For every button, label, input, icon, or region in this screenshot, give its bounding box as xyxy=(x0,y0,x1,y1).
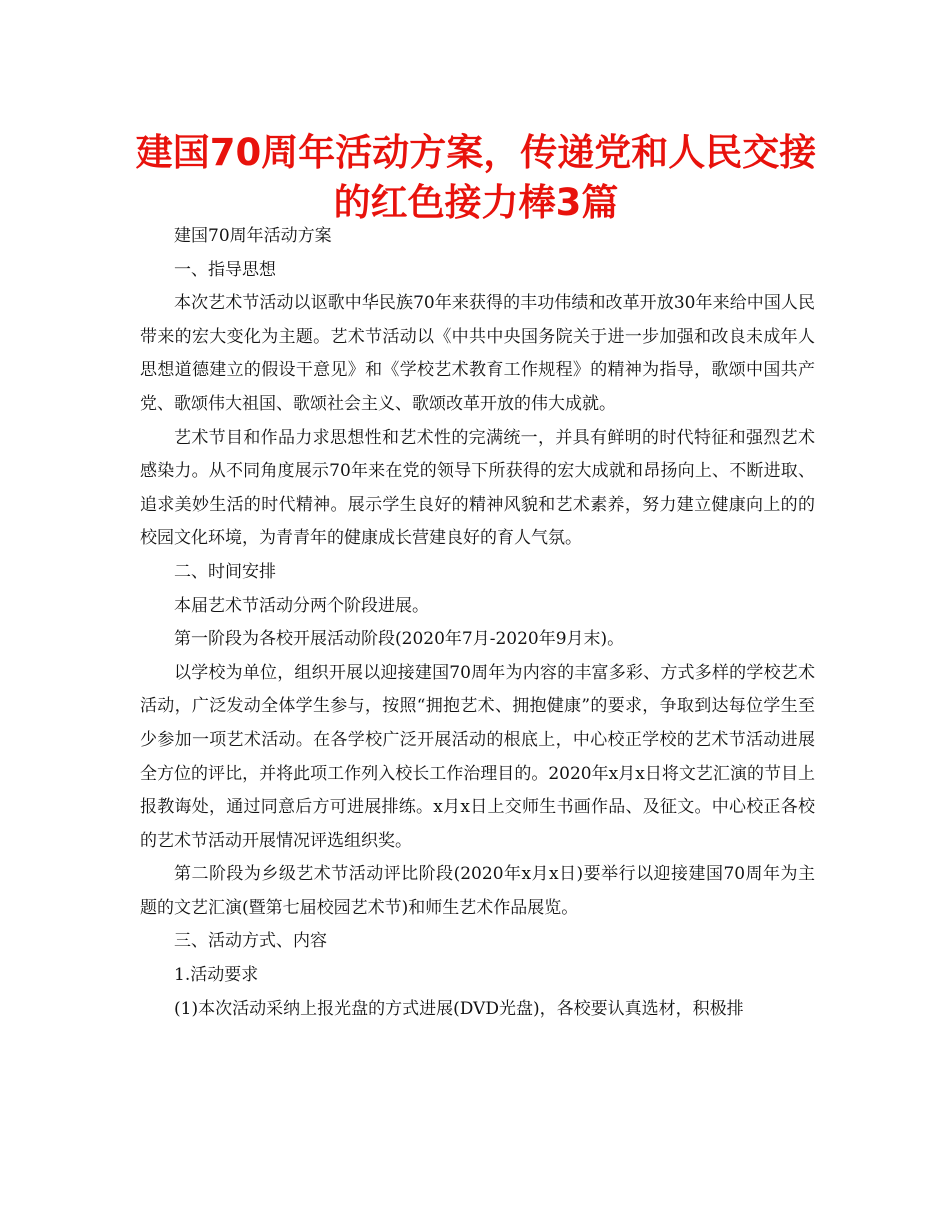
paragraph: 第二阶段为乡级艺术节活动评比阶段(2020年x月x日)要举行以迎接建国70周年为主题的文艺汇演(暨第七届校园艺术节)和师生艺术作品展览。 xyxy=(140,864,815,918)
document-title: 建国70周年活动方案，传递党和人民交接的红色接力棒3篇 xyxy=(135,131,817,224)
section-heading-schedule: 二、时间安排 xyxy=(174,561,276,582)
paragraph: (1)本次活动采纳上报光盘的方式进展(DVD光盘)，各校要认真选材，积极排 xyxy=(174,998,744,1019)
section-heading-guiding-ideology: 一、指导思想 xyxy=(174,259,276,280)
paragraph: 本次艺术节活动以讴歌中华民族70年来获得的丰功伟绩和改革开放30年来给中国人民带来的宏大变化为主题。艺术节活动以《中共中央国务院关于进一步加强和改良未成年人思想道德建立的假设干意见》和《学校艺术教育工作规程》的精神为指导，歌颂中国共产党、歌颂伟大祖国、歌颂社会主义、歌颂改革开放的伟大成就。 xyxy=(140,293,815,414)
subsection-heading: 1.活动要求 xyxy=(174,965,259,986)
paragraph: 以学校为单位，组织开展以迎接建国70周年为内容的丰富多彩、方式多样的学校艺术活动，广泛发动全体学生参与，按照“拥抱艺术、拥抱健康”的要求，争取到达每位学生至少参加一项艺术活动。在各学校广泛开展活动的根底上，中心校正学校的艺术节活动进展全方位的评比，并将此项工作列入校长工作治理目的。2020年x月x日将文艺汇演的节目上报教诲处，通过同意后方可进展排练。x月x日上交师生书画作品、及征文。中心校正各校的艺术节活动开展情况评选组织奖。 xyxy=(140,662,815,851)
document-body xyxy=(140,220,815,1026)
paragraph: 本届艺术节活动分两个阶段进展。 xyxy=(174,595,429,616)
paragraph: 第一阶段为各校开展活动阶段(2020年7月-2020年9月末)。 xyxy=(174,629,625,650)
paragraph: 艺术节目和作品力求思想性和艺术性的完满统一，并具有鲜明的时代特征和强烈艺术感染力。从不同角度展示70年来在党的领导下所获得的宏大成就和昂扬向上、不断进取、追求美妙生活的时代精神。展示学生良好的精神风貌和艺术素养，努力建立健康向上的的校园文化环境，为青青年的健康成长营建良好的育人气氛。 xyxy=(140,427,815,549)
paragraph-subtitle: 建国70周年活动方案 xyxy=(174,226,332,246)
section-heading-activity-form: 三、活动方式、内容 xyxy=(174,931,327,952)
